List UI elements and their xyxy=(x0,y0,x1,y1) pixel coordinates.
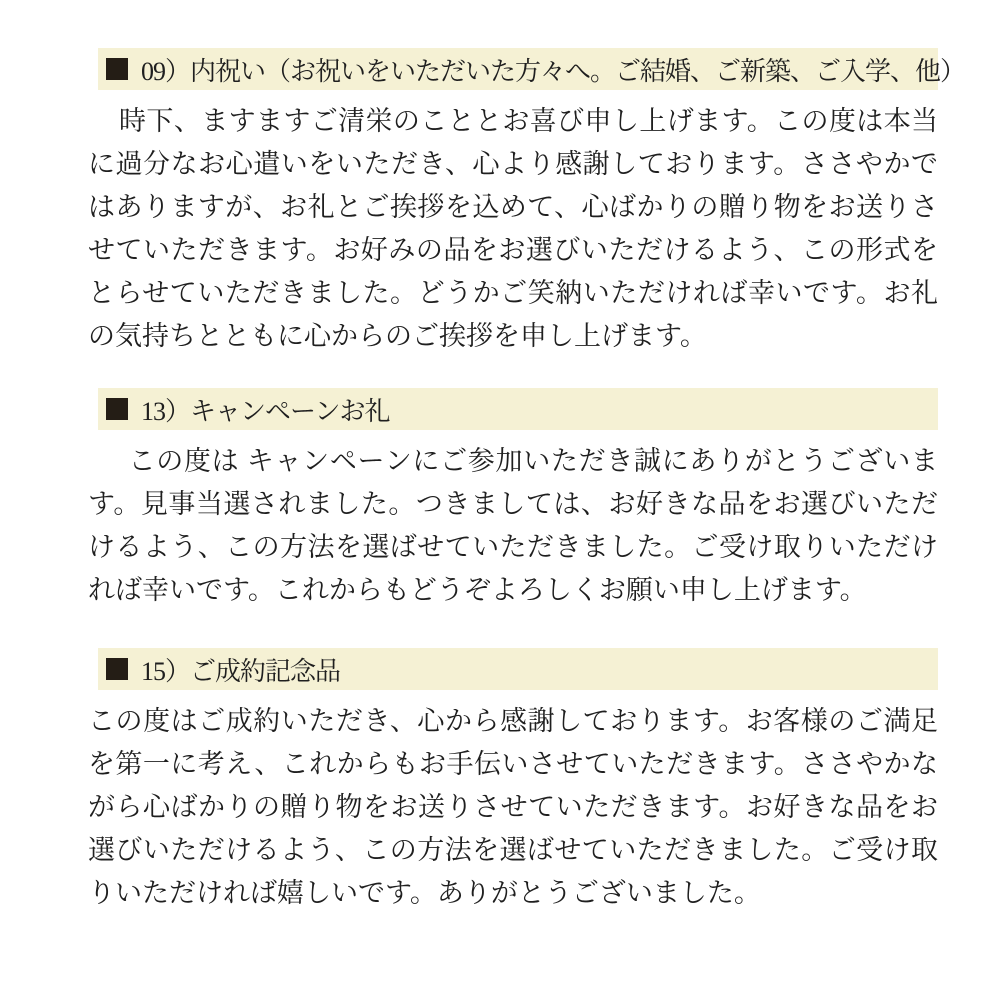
section-heading xyxy=(98,388,938,430)
section-heading xyxy=(98,648,938,690)
black-square-icon xyxy=(106,58,128,80)
section-body-paragraph: この度はご成約いただき、心から感謝しております。お客様のご満足を第一に考え、これからもお手伝いさせていただきます。ささやかながら心ばかりの贈り物をお送りさせていただきます。お好きな品をお選びいただけるよう、この方法を選ばせていただきました。ご受け取りいただければ嬉しいです。ありがとうございました。 xyxy=(88,706,938,908)
section-09-uchiiwai xyxy=(88,48,966,358)
section-body-paragraph: この度は キャンペーンにご参加いただき誠にありがとうございます。見事当選されました。つきましては、お好きな品をお選びいただけるよう、この方法を選ばせていただきました。ご受け取りいただければ幸いです。これからもどうぞよろしくお願い申し上げます。 xyxy=(88,446,938,605)
section-body-paragraph: 時下、ますますご清栄のこととお喜び申し上げます。この度は本当に過分なお心遣いをいただき、心より感謝しております。ささやかではありますが、お礼とご挨拶を込めて、心ばかりの贈り物をお送りさせていただきます。お好みの品をお選びいただけるよう、この形式をとらせていただきました。どうかご笑納いただければ幸いです。お礼の気持ちとともに心からのご挨拶を申し上げます。 xyxy=(88,106,938,351)
section-heading xyxy=(98,48,966,90)
section-heading-label: 13）キャンペーンお礼 xyxy=(141,396,390,426)
section-heading-label: 15）ご成約記念品 xyxy=(141,656,341,686)
black-square-icon xyxy=(106,658,128,680)
section-heading-label: 09）内祝い（お祝いをいただいた方々へ。ご結婚、ご新築、ご入学、他） xyxy=(141,56,966,86)
section-13-campaign-orei xyxy=(88,388,938,612)
black-square-icon xyxy=(106,398,128,420)
section-15-goseiyaku-kinenhin xyxy=(88,648,938,915)
